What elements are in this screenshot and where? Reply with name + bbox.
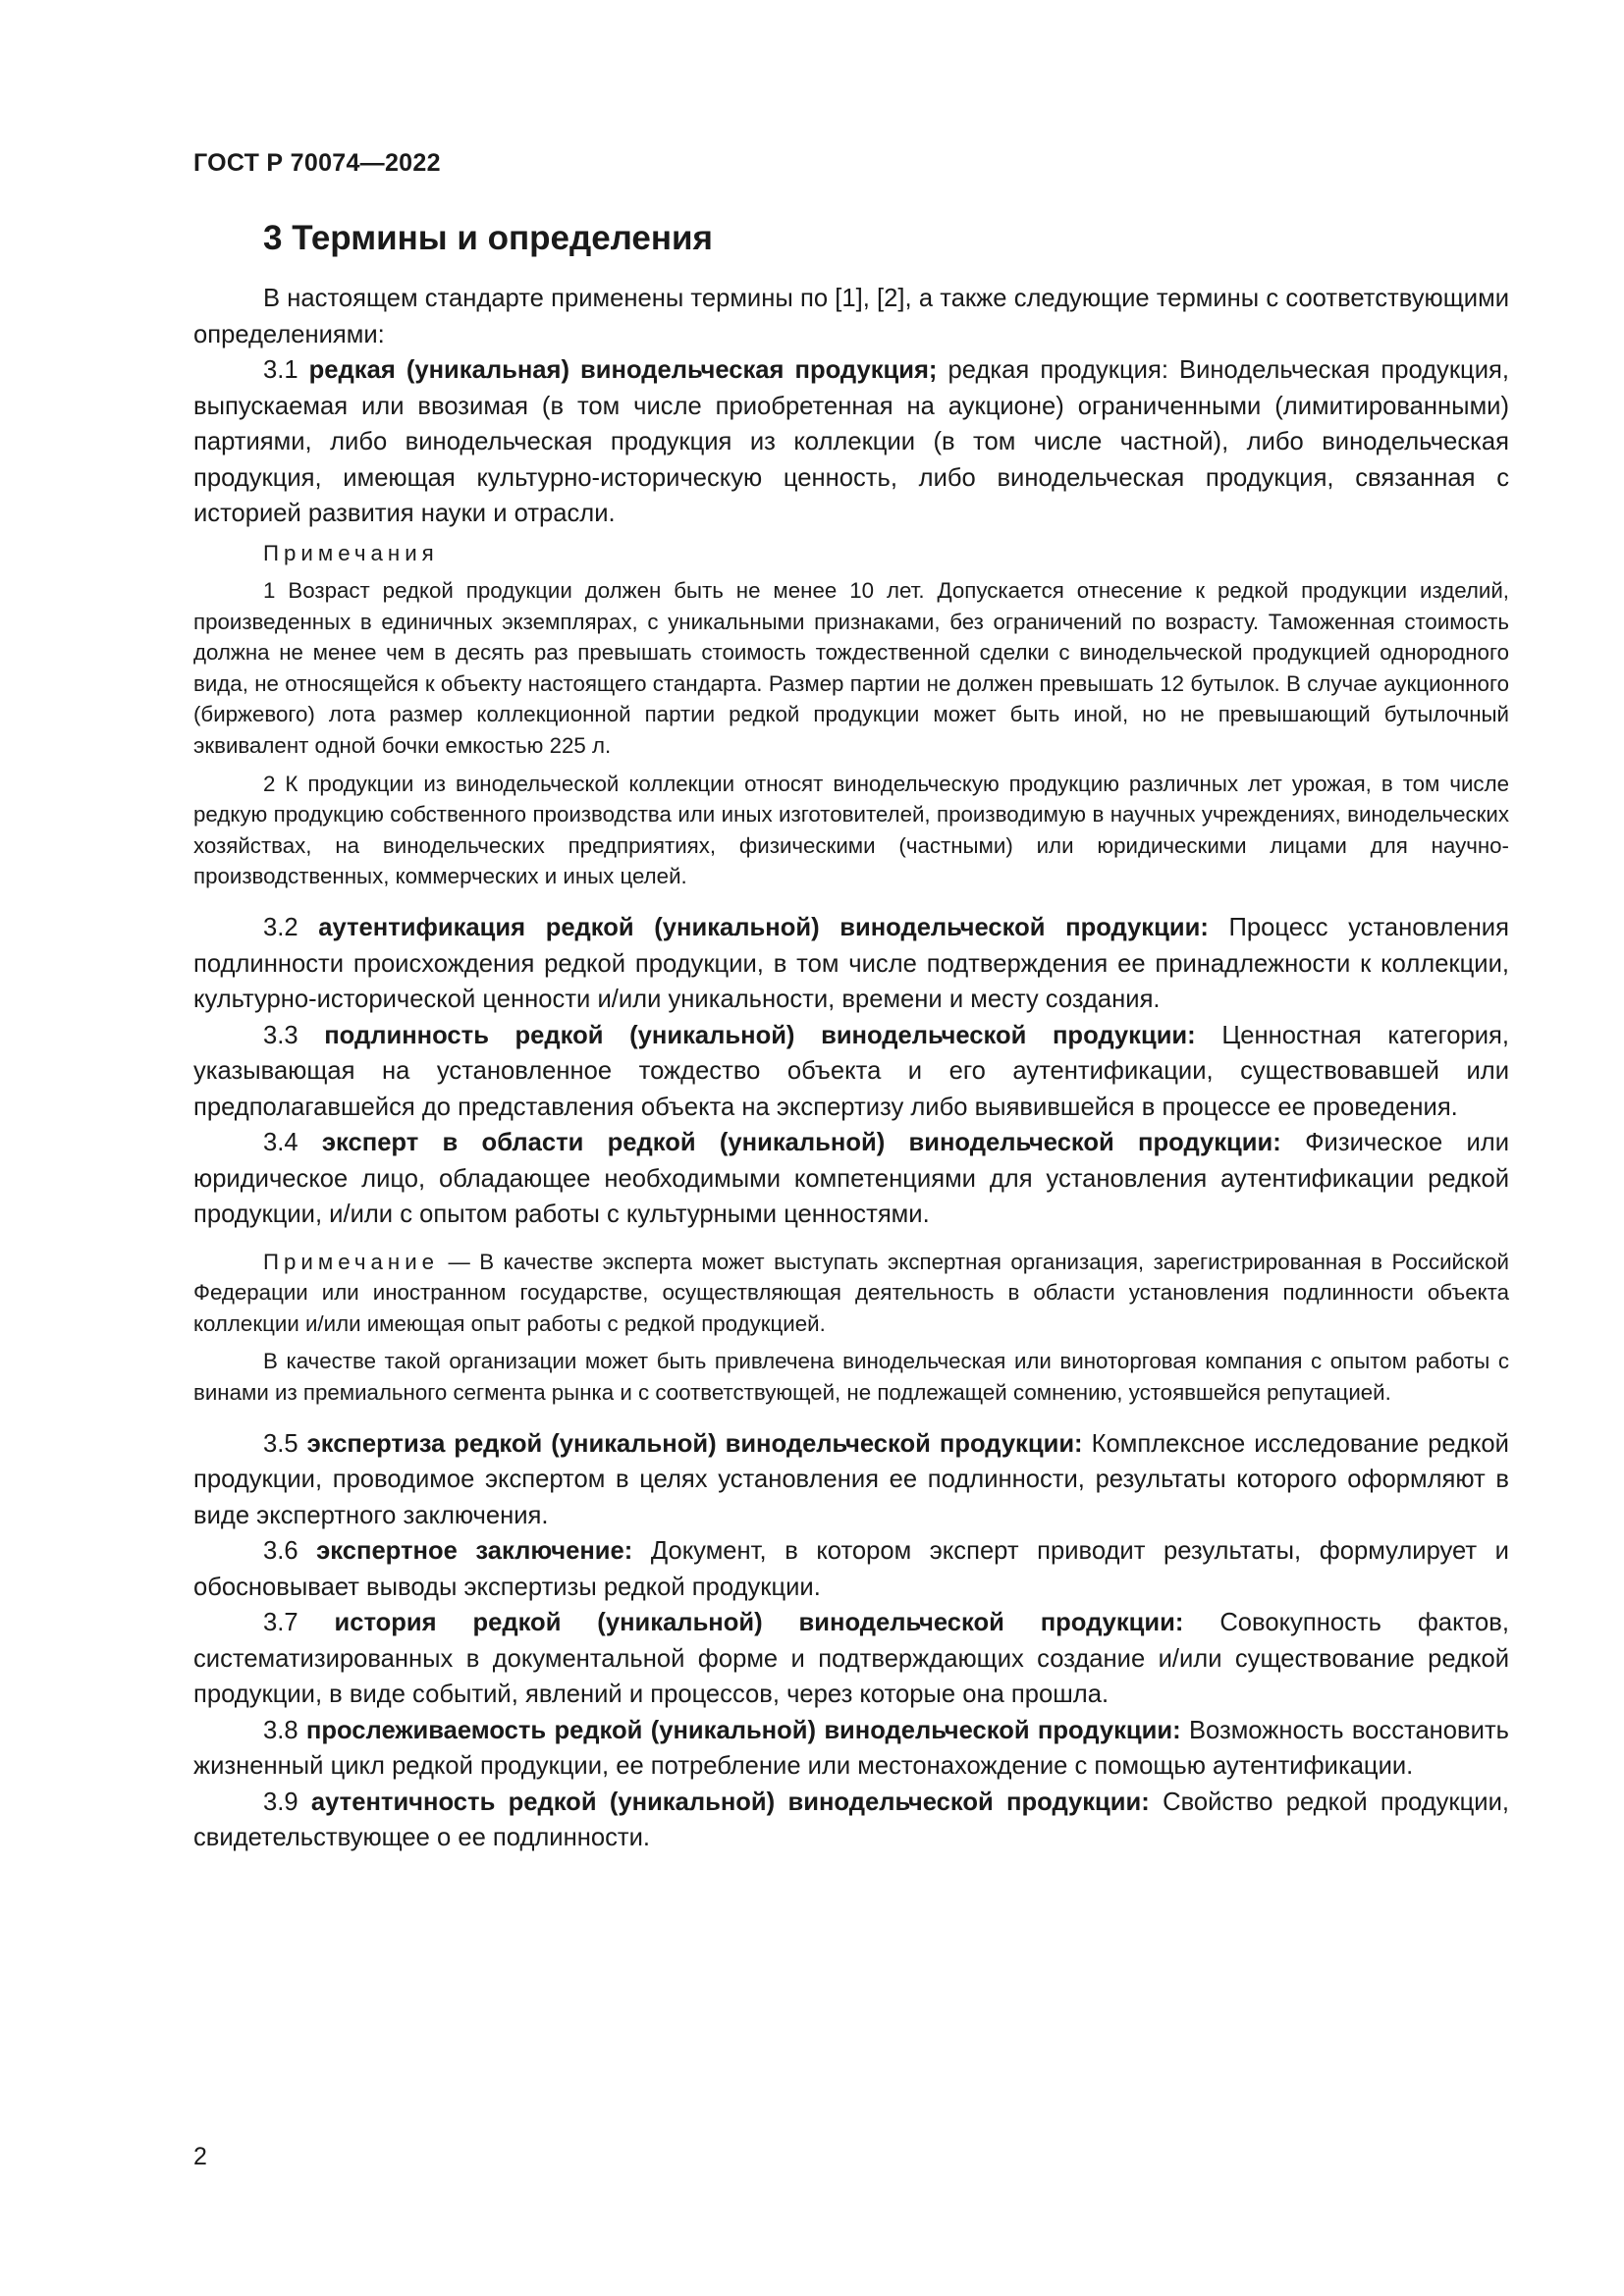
term-definition: Возможность восстановить жизненный цикл редкой продукции, ее потребление или местонахождение с помощью аутентификации.: [193, 1716, 1509, 1780]
term-title: экспертное заключение:: [316, 1537, 633, 1565]
term-number: 3.1: [263, 356, 298, 384]
note-2: 2 К продукции из винодельческой коллекции относят винодельческую продукцию различных лет урожая, в том числе редкую продукцию собственного производства или иных изготовителей, производимую в научных учреждениях, винодельческих хозяйствах, на винодельческих предприятиях, физическими (частными) или юридическими лицами для научно-производственных, коммерческих и иных целей.: [193, 771, 1509, 889]
term-number: 3.9: [263, 1788, 298, 1816]
note-text: — В качестве эксперта может выступать экспертная организация, зарегистрированная в Российской Федерации или иностранном государстве, осуществляющая деятельность в области установления подлинности объекта коллекции и/или имеющая опыт работы с редкой продукцией.: [193, 1249, 1509, 1336]
term-title: эксперт в области редкой (уникальной) винодельческой продукции:: [321, 1129, 1281, 1157]
term-title: история редкой (уникальной) винодельческой продукции:: [334, 1609, 1184, 1636]
term-title: аутентичность редкой (уникальной) винодельческой продукции:: [310, 1788, 1150, 1816]
term-3-5: [193, 1426, 1509, 1534]
page-number: 2: [193, 2143, 207, 2170]
term-3-6: [193, 1533, 1509, 1605]
note-3-4-continued: В качестве такой организации может быть привлечена винодельческая или виноторговая компания с опытом работы с винами из премиального сегмента рынка и с соответствующей, не подлежащей сомнению, устоявшейся репутацией.: [193, 1349, 1509, 1405]
term-definition: Документ, в котором эксперт приводит результаты, формулирует и обосновывает выводы экспертизы редкой продукции.: [193, 1537, 1509, 1601]
notes-heading: Примечания: [263, 540, 439, 565]
term-number: 3.6: [263, 1537, 298, 1565]
term-number: 3.4: [263, 1129, 298, 1157]
term-3-9: [193, 1785, 1509, 1856]
term-3-8: [193, 1713, 1509, 1785]
term-definition: Свойство редкой продукции, свидетельствующее о ее подлинности.: [193, 1788, 1509, 1851]
term-number: 3.7: [263, 1609, 298, 1636]
term-3-1: [193, 352, 1509, 532]
section-title: 3 Термины и определения: [263, 219, 713, 257]
term-number: 3.2: [263, 914, 298, 942]
page-content: [193, 218, 1509, 1856]
term-definition: редкая продукция: Винодельческая продукция, выпускаемая или ввозимая (в том числе приобретенная на аукционе) ограниченными (лимитированными) партиями, либо винодельческая продукция из коллекции (в том числе частной), либо винодельческая продукция, имеющая культурно-историческую ценность, либо винодельческая продукция, связанная с историей развития науки и отрасли.: [193, 356, 1509, 527]
term-3-7: [193, 1605, 1509, 1713]
term-definition: Комплексное исследование редкой продукции, проводимое экспертом в целях установления ее подлинности, результаты которого оформляют в виде экспертного заключения.: [193, 1429, 1509, 1529]
document-code: ГОСТ Р 70074—2022: [193, 149, 441, 177]
term-number: 3.8: [263, 1716, 298, 1744]
note-3-4: [193, 1247, 1509, 1340]
term-title: прослеживаемость редкой (уникальной) винодельческой продукции:: [305, 1716, 1181, 1744]
term-3-4: [193, 1125, 1509, 1233]
term-number: 3.5: [263, 1429, 298, 1458]
section-intro: В настоящем стандарте применены термины по [1], [2], а также следующие термины с соответствующими определениями:: [193, 285, 1509, 348]
term-3-3: [193, 1018, 1509, 1126]
term-definition: Процесс установления подлинности происхождения редкой продукции, в том числе подтверждения ее принадлежности к коллекции, культурно-исторической ценности и/или уникальности, времени и месту создания.: [193, 914, 1509, 1014]
term-definition: Физическое или юридическое лицо, обладающее необходимыми компетенциями для установления аутентификации редкой продукции, и/или с опытом работы с культурными ценностями.: [193, 1129, 1509, 1229]
note-label: Примечание: [263, 1249, 440, 1274]
term-3-2: [193, 910, 1509, 1018]
term-definition: Совокупность фактов, систематизированных в документальной форме и подтверждающих создание и/или существование редкой продукции, в виде событий, явлений и процессов, через которые она прошла.: [193, 1609, 1509, 1708]
note-1: 1 Возраст редкой продукции должен быть не менее 10 лет. Допускается отнесение к редкой продукции изделий, произведенных в единичных экземплярах, с уникальными признаками, без ограничений по возрасту. Таможенная стоимость должна не менее чем в десять раз превышать стоимость тождественной сделки с винодельческой продукцией однородного вида, не относящейся к объекту настоящего стандарта. Размер партии не должен превышать 12 бутылок. В случае аукционного (биржевого) лота размер коллекционной партии редкой продукции может быть иной, но не превышающий бутылочный эквивалент одной бочки емкостью 225 л.: [193, 578, 1509, 759]
term-title: экспертиза редкой (уникальной) винодельческой продукции:: [306, 1429, 1083, 1458]
term-title: подлинность редкой (уникальной) винодельческой продукции:: [324, 1021, 1196, 1049]
term-definition: Ценностная категория, указывающая на установленное тождество объекта и его аутентификации, существовавшей или предполагавшейся до представления объекта на экспертизу либо выявившейся в процессе ее проведения.: [193, 1021, 1509, 1121]
term-title: редкая (уникальная) винодельческая продукция;: [308, 356, 938, 384]
term-number: 3.3: [263, 1021, 298, 1049]
term-title: аутентификация редкой (уникальной) винодельческой продукции:: [318, 914, 1209, 942]
